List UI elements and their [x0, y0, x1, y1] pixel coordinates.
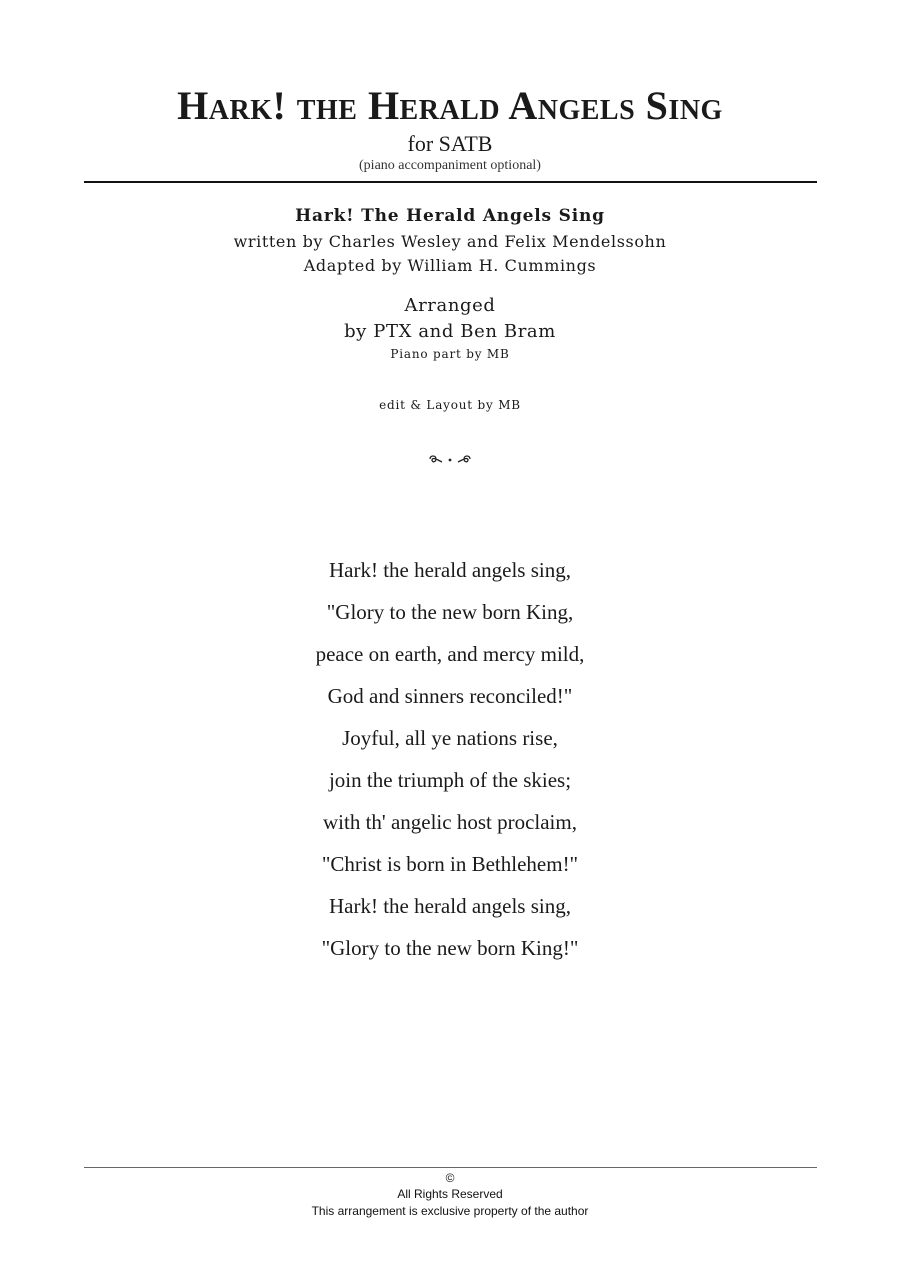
- lyric-line: God and sinners reconciled!": [327, 684, 573, 708]
- ornament-divider: [0, 452, 900, 470]
- arranged-label: Arranged: [404, 295, 496, 316]
- lyric-line: Hark! the herald angels sing,: [328, 894, 571, 918]
- footer-divider: [84, 1167, 817, 1168]
- ornament-icon: [426, 452, 474, 466]
- song-title: Hark! The Herald Angels Sing: [295, 206, 605, 226]
- writers-credit: written by Charles Wesley and Felix Mendelssohn: [233, 232, 667, 251]
- lyric-line: Hark! the herald angels sing,: [328, 558, 571, 582]
- lyric-line: "Glory to the new born King!": [321, 936, 579, 960]
- layout-credit: edit & Layout by MB: [379, 398, 521, 412]
- lyrics-block: [0, 556, 900, 976]
- rights-notice: All Rights Reserved: [397, 1187, 503, 1201]
- voicing-subtitle: for SATB: [407, 131, 493, 156]
- lyric-line: "Christ is born in Bethlehem!": [321, 852, 579, 876]
- lyric-line: Joyful, all ye nations rise,: [342, 726, 558, 750]
- arrangers-credit: by PTX and Ben Bram: [344, 321, 556, 342]
- piano-credit: Piano part by MB: [390, 347, 510, 361]
- lyric-line: "Glory to the new born King,: [326, 600, 574, 624]
- lyric-line: with th' angelic host proclaim,: [323, 810, 577, 834]
- adapted-credit: Adapted by William H. Cummings: [303, 256, 597, 275]
- header-divider: [84, 181, 817, 183]
- lyric-line: peace on earth, and mercy mild,: [315, 642, 585, 666]
- page-title: Hark! the Herald Angels Sing: [177, 83, 723, 128]
- copyright-symbol: ©: [445, 1171, 455, 1185]
- lyric-line: join the triumph of the skies;: [328, 768, 572, 792]
- ownership-notice: This arrangement is exclusive property of the author: [311, 1204, 589, 1218]
- accompaniment-note: (piano accompaniment optional): [359, 158, 541, 173]
